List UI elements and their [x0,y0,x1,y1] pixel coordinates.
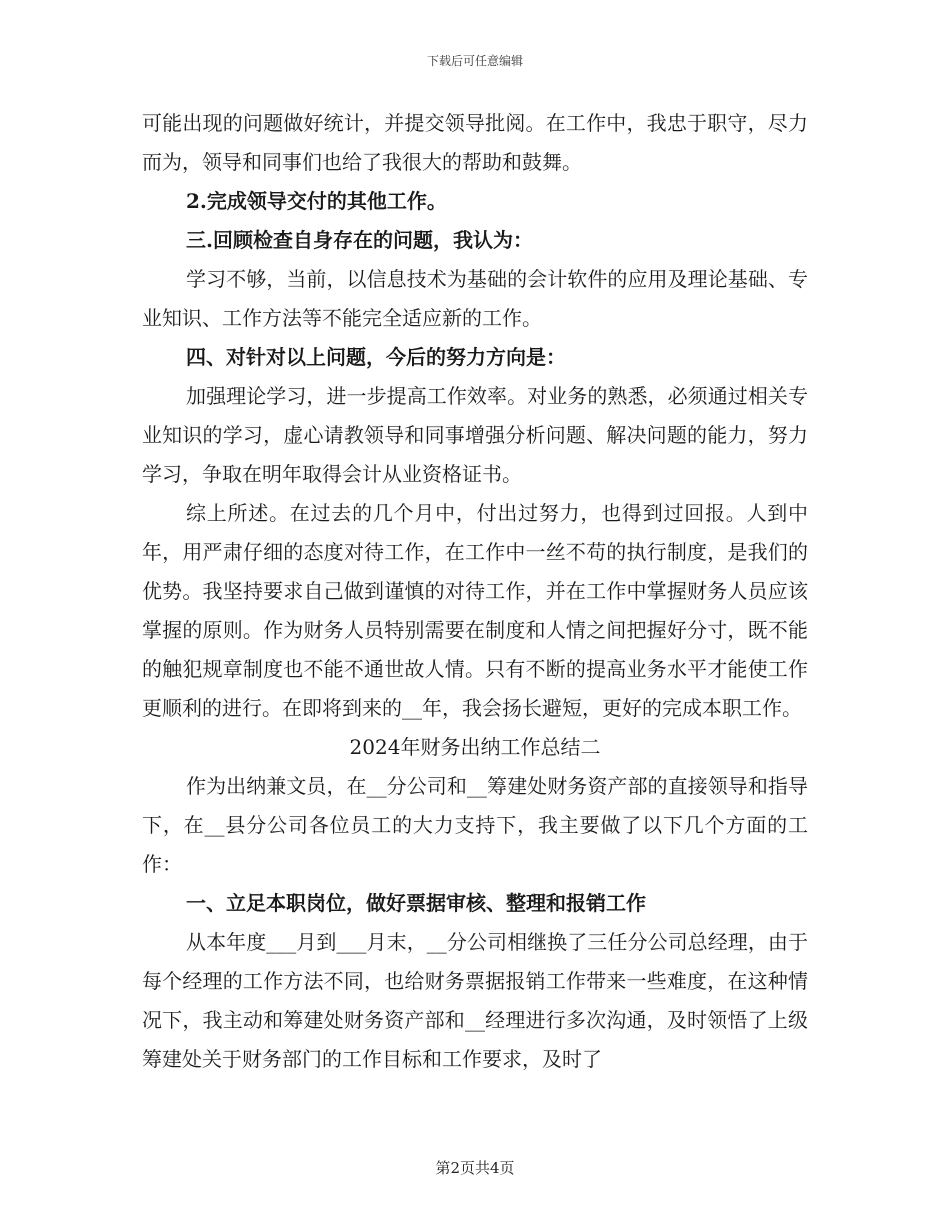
document-title: 2024年财务出纳工作总结二 [349,735,601,759]
paragraph: 可能出现的问题做好统计，并提交领导批阅。在工作中，我忠于职守，尽力而为，领导和同事们也给了我很大的帮助和鼓舞。 [142,111,808,174]
section-heading: 四、对针对以上问题，今后的努力方向是： [186,345,566,369]
paragraph: 作为出纳兼文员，在__分公司和__筹建处财务资产部的直接领导和指导下，在__县分公司各位员工的大力支持下，我主要做了以下几个方面的工作： [142,774,808,876]
paragraph: 综上所述。在过去的几个月中，付出过努力，也得到过回报。人到中年，用严肃仔细的态度对待工作，在工作中一丝不苟的执行制度，是我们的优势。我坚持要求自己做到谨慎的对待工作，并在工作中掌握财务人员应该掌握的原则。作为财务人员特别需要在制度和人情之间把握好分寸，既不能的触犯规章制度也不能不通世故人情。只有不断的提高业务水平才能使工作更顺利的进行。在即将到来的__年，我会扬长避短，更好的完成本职工作。 [142,501,808,720]
page-number: 第2页共4页 [435,1159,515,1177]
paragraph: 从本年度___月到___月末，__分公司相继换了三任分公司总经理，由于每个经理的工作方法不同，也给财务票据报销工作带来一些难度，在这种情况下，我主动和筹建处财务资产部和__经理进行多次沟通，及时领悟了上级筹建处关于财务部门的工作目标和工作要求，及时了 [142,930,808,1071]
paragraph: 学习不够，当前，以信息技术为基础的会计软件的应用及理论基础、专业知识、工作方法等不能完全适应新的工作。 [142,267,808,330]
section-heading: 三.回顾检查自身存在的问题，我认为： [186,228,533,252]
page-header-note: 下载后可任意编辑 [426,54,523,68]
document-body [142,104,808,1079]
numbered-item: 2.完成领导交付的其他工作。 [186,189,447,213]
section-heading: 一、立足本职岗位，做好票据审核、整理和报销工作 [186,891,646,915]
paragraph: 加强理论学习，进一步提高工作效率。对业务的熟悉，必须通过相关专业知识的学习，虚心请教领导和同事增强分析问题、解决问题的能力，努力学习，争取在明年取得会计从业资格证书。 [142,384,808,486]
